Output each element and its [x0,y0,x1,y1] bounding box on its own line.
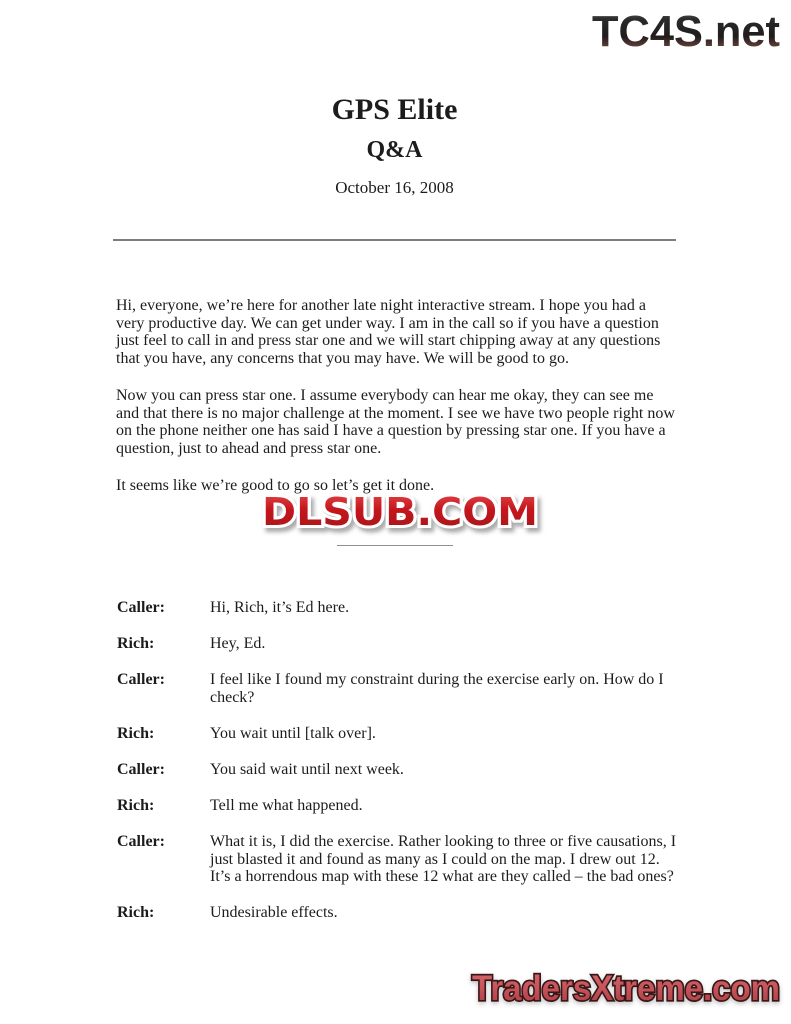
speaker-label: Rich: [117,797,155,815]
speaker-label: Caller: [117,599,165,616]
intro-paragraph-2: Now you can press star one. I assume everybody can hear me okay, they can see me and that there is no major challenge at the moment. I see we have two people right now on the phone neither one has said I have a question by pressing star one. If you have a question, just to ahead and press star one. [116,386,675,457]
dialogue-row [117,797,677,815]
speech-text: Hey, Ed. [210,635,266,653]
dialogue-row [117,904,677,922]
dlsub-watermark [248,486,552,547]
speech-text: Tell me what happened. [210,797,363,815]
speaker-label: Rich: [117,635,155,653]
speech-text: You wait until [talk over]. [210,724,376,742]
dlsub-watermark-graphic [248,486,552,542]
tc4s-logo-text: TC4S.net [592,7,781,56]
intro-paragraph-1: Hi, everyone, we’re here for another late night interactive stream. I hope you had a very productive day. We can get under way. I am in the call so if you have a question just feel to call in and press star one and we will start chipping away at any questions that you have, any concerns that you may have. We will be good to go. [116,297,661,368]
speech-text: You said wait until next week. [210,760,404,778]
speech-text: What it is, I did the exercise. Rather looking to three or five causations, I just blasted it and found as many as I could on the map. I drew out 12. It’s a horrendous map with these 12 what are they called – the bad ones? [210,833,677,886]
speaker-label: Rich: [117,724,155,742]
dialogue-section [117,599,677,941]
speaker-label: Caller: [117,760,165,778]
intro-section [116,297,677,513]
tradersxtreme-logo [461,963,791,1022]
dialogue-row [117,599,677,617]
speech-text: Undesirable effects. [210,904,338,922]
dialogue-row [117,761,677,779]
tc4s-logo [587,4,787,65]
intro-paragraph-3: It seems like we’re good to go so let’s get it done. [116,476,435,494]
dlsub-watermark-text: DLSUB.COM [262,490,538,534]
speaker-label: Caller: [117,671,165,689]
speech-text: I feel like I found my constraint during the exercise early on. How do I check? [210,671,664,706]
speech-text: Hi, Rich, it’s Ed here. [210,599,350,616]
dialogue-row [117,635,677,653]
speaker-label: Caller: [117,833,165,851]
header-divider [113,239,676,241]
tc4s-logo-graphic [587,4,787,60]
dialogue-row [117,725,677,743]
section-divider [337,545,453,546]
speaker-label: Rich: [117,904,155,922]
page-subtitle: Q&A [366,137,423,163]
dialogue-row [117,833,677,886]
document-date: October 16, 2008 [335,178,454,197]
dialogue-row [117,671,677,706]
tradersxtreme-logo-graphic [461,963,791,1017]
tradersxtreme-logo-text: TradersXtreme.com [472,969,780,1008]
page-title: GPS Elite [331,93,458,126]
